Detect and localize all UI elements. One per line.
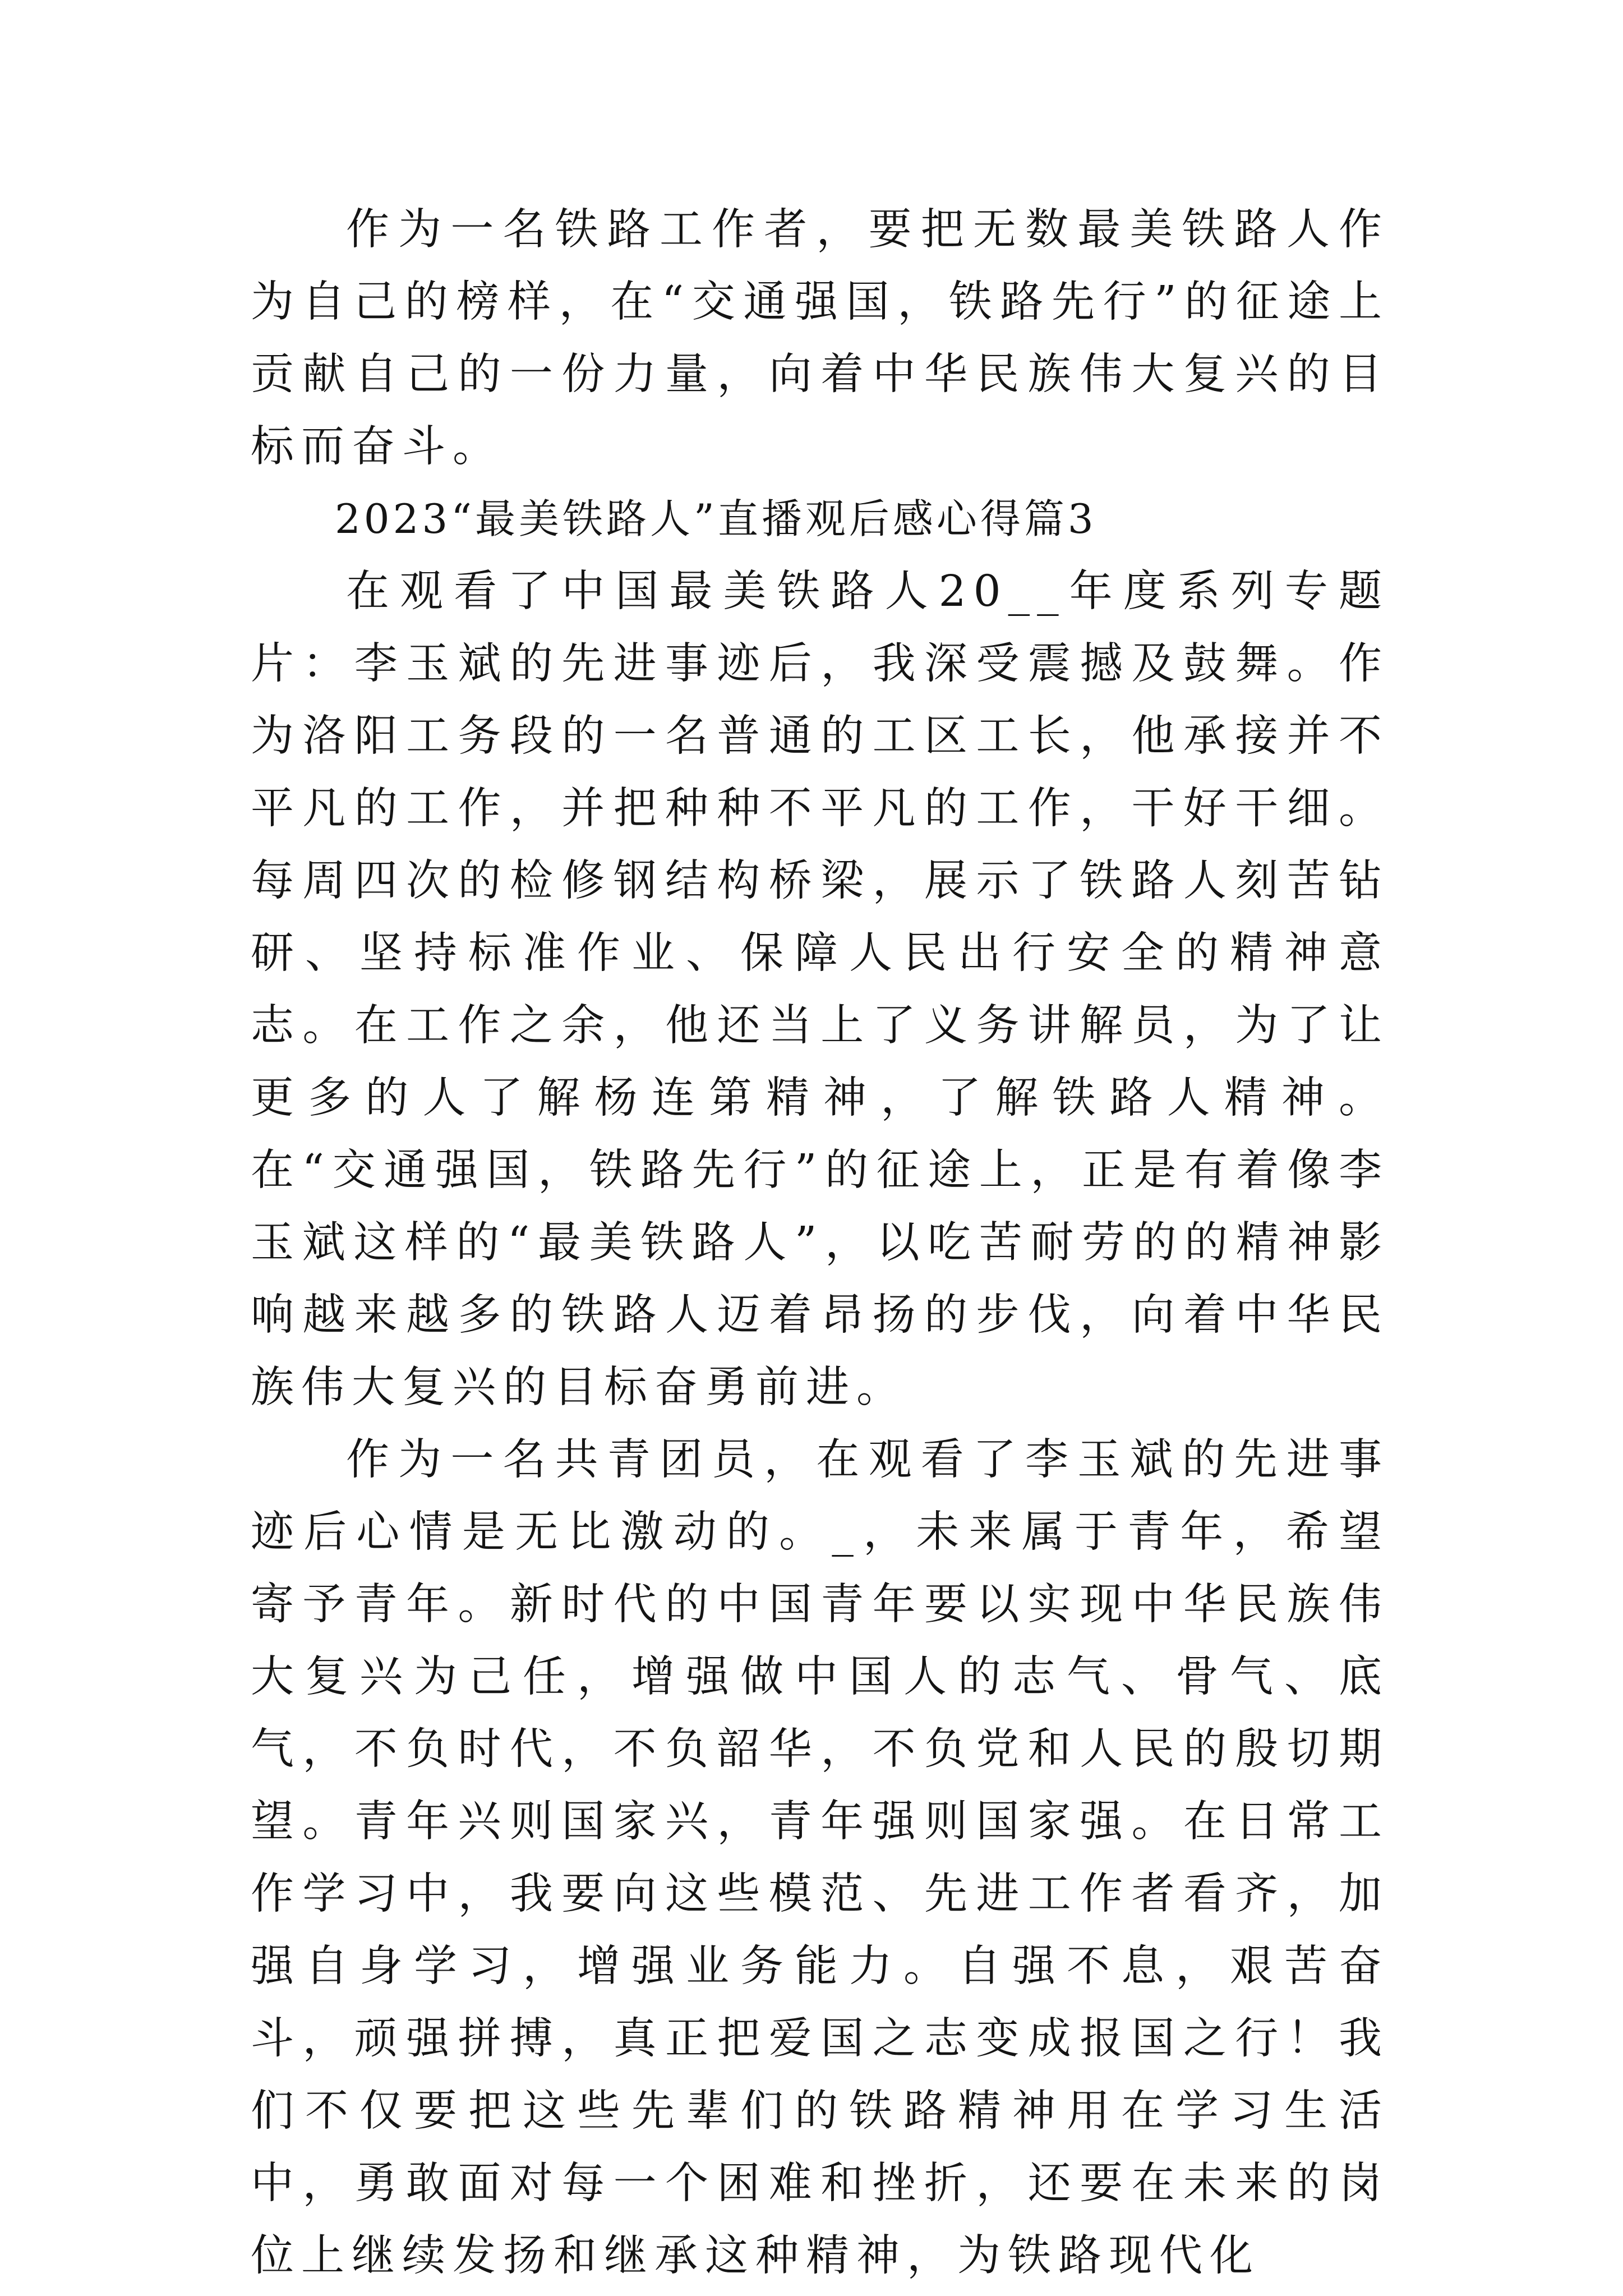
section-title: 2023“最美铁路人”直播观后感心得篇3 bbox=[335, 495, 1097, 542]
document-body bbox=[251, 194, 1389, 2292]
paragraph-reflection: 作为一名共青团员，在观看了李玉斌的先进事迹后心情是无比激动的。_，未来属于青年，希望寄予青年。新时代的中国青年要以实现中华民族伟大复兴为己任，增强做中国人的志气、骨气、底气，不负时代，不负韶华，不负党和人民的殷切期望。青年兴则国家兴，青年强则国家强。在日常工作学习中，我要向这些模范、先进工作者看齐，加强自身学习，增强业务能力。自强不息，艰苦奋斗，顽强拼搏，真正把爱国之志变成报国之行！我们不仅要把这些先辈们的铁路精神用在学习生活中，勇敢面对每一个困难和挫折，还要在未来的岗位上继续发扬和继承这种精神，为铁路现代化 bbox=[251, 1435, 1389, 2281]
paragraph-story: 在观看了中国最美铁路人20__年度系列专题片：李玉斌的先进事迹后，我深受震撼及鼓舞。作为洛阳工务段的一名普通的工区工长，他承接并不平凡的工作，并把种种不平凡的工作，干好干细。每周四次的检修钢结构桥梁，展示了铁路人刻苦钻研、坚持标准作业、保障人民出行安全的精神意志。在工作之余，他还当上了义务讲解员，为了让更多的人了解杨连第精神，了解铁路人精神。在“交通强国，铁路先行”的征途上，正是有着像李玉斌这样的“最美铁路人”，以吃苦耐劳的的精神影响越来越多的铁路人迈着昂扬的步伐，向着中华民族伟大复兴的目标奋勇前进。 bbox=[251, 567, 1389, 1412]
paragraph-intro: 作为一名铁路工作者，要把无数最美铁路人作为自己的榜样，在“交通强国，铁路先行”的征途上贡献自己的一份力量，向着中华民族伟大复兴的目标而奋斗。 bbox=[251, 205, 1389, 472]
